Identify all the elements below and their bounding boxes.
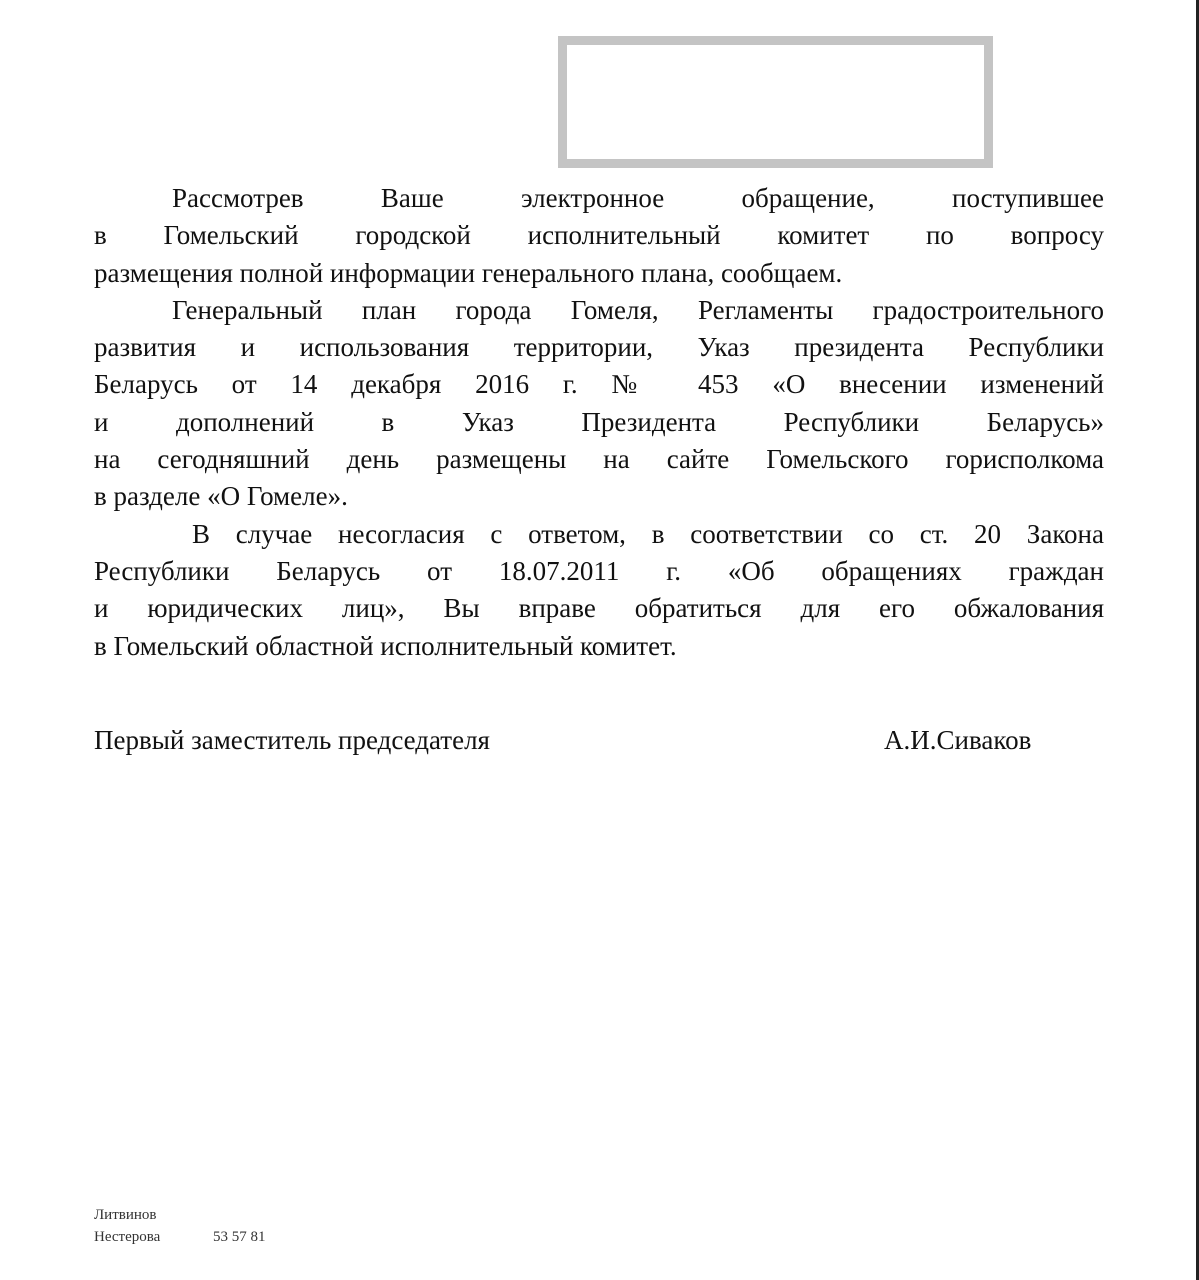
paragraph-3-line: В случае несогласия с ответом, в соответствии со ст. 20 Закона <box>192 518 1104 549</box>
paragraph-3-line: и юридических лиц», Вы вправе обратиться для его обжалования <box>94 593 1104 624</box>
signatory-position: Первый заместитель председателя <box>94 725 490 755</box>
paragraph-2-line: Беларусь от 14 декабря 2016 г. № 453 «О внесении изменений <box>94 369 1104 400</box>
executor-2: Нестерова <box>94 1229 161 1245</box>
paragraph-2-line: в разделе «О Гомеле». <box>94 481 348 512</box>
paragraph-2-line: развития и использования территории, Указ президента Республики <box>94 332 1104 363</box>
paragraph-1-line: в Гомельский городской исполнительный комитет по вопросу <box>94 220 1104 251</box>
executor-phone: 53 57 81 <box>213 1229 266 1245</box>
letter-body <box>94 180 1104 665</box>
paragraph-2-line: Генеральный план города Гомеля, Регламенты градостроительного <box>172 294 1104 325</box>
redacted-address-box <box>558 36 993 168</box>
executor-1: Литвинов <box>94 1207 157 1223</box>
paragraph-1-line: Рассмотрев Ваше электронное обращение, поступившее <box>172 183 1104 213</box>
paragraph-2-line: на сегодняшний день размещены на сайте Гомельского горисполкома <box>94 444 1104 475</box>
signatory-name: А.И.Сиваков <box>884 725 1032 755</box>
paragraph-3-line: Республики Беларусь от 18.07.2011 г. «Об обращениях граждан <box>94 555 1104 586</box>
paragraph-3-line: в Гомельский областной исполнительный комитет. <box>94 630 677 661</box>
paragraph-1-line: размещения полной информации генерального плана, сообщаем. <box>94 257 843 288</box>
paragraph-2-line: и дополнений в Указ Президента Республики Беларусь» <box>94 406 1104 437</box>
